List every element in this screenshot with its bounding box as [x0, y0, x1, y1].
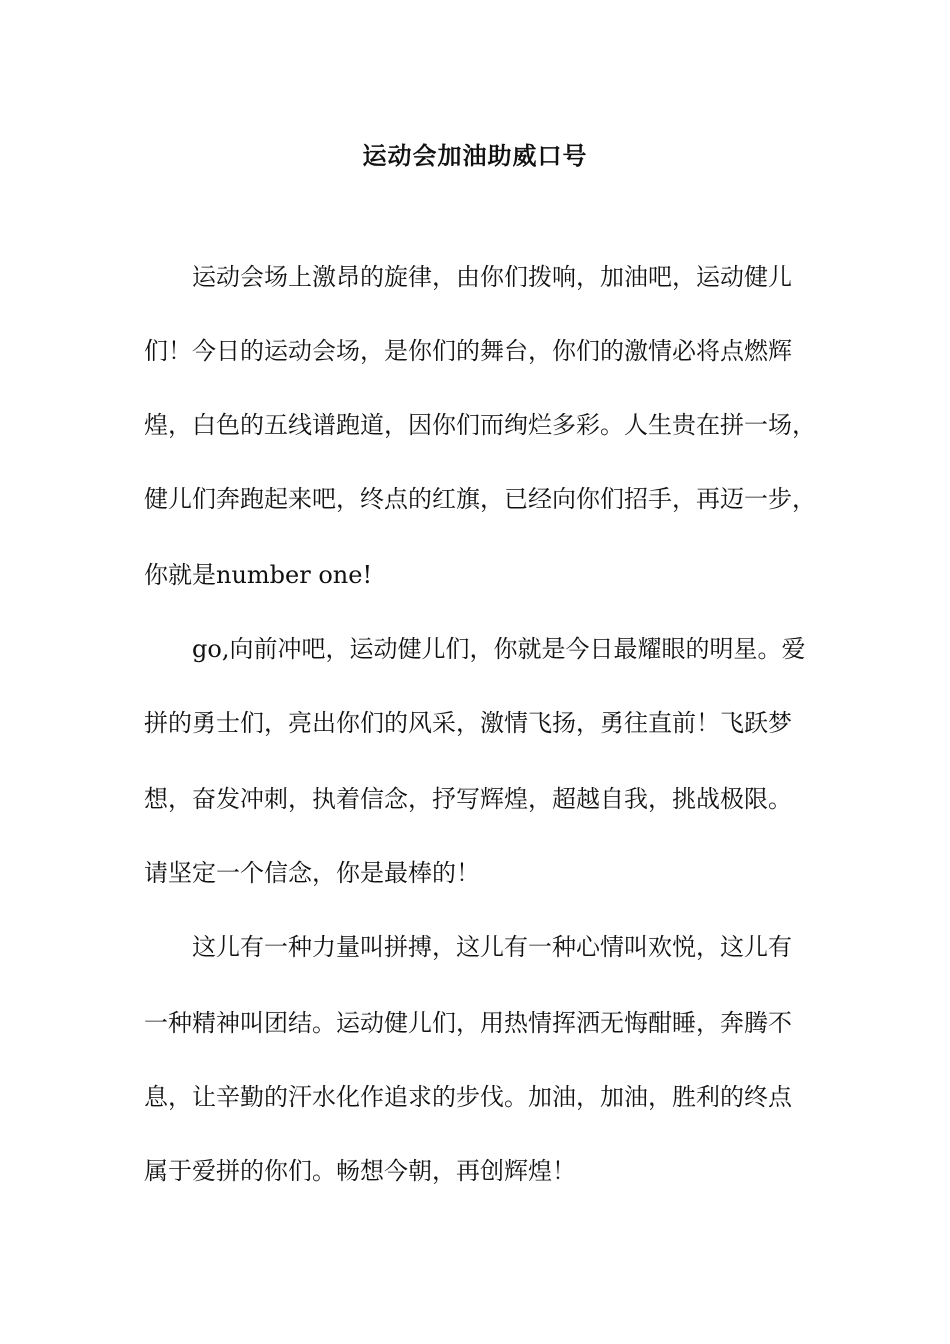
document-title: 运动会加油助威口号 [362, 141, 588, 170]
paragraph-3-line-2: 一种精神叫团结。运动健儿们，用热情挥洒无悔酣睡，奔腾不 [144, 1009, 792, 1037]
paragraph-1-line-3: 煌，白色的五线谱跑道，因你们而绚烂多彩。人生贵在拼一场， [144, 411, 816, 439]
paragraph-2-line-2: 拼的勇士们，亮出你们的风采，激情飞扬，勇往直前！飞跃梦 [144, 709, 792, 737]
paragraph-2-line-1: go,向前冲吧，运动健儿们，你就是今日最耀眼的明星。爱 [192, 635, 806, 663]
paragraph-1-line-2: 们！今日的运动会场，是你们的舞台，你们的激情必将点燃辉 [144, 337, 792, 365]
paragraph-2-line-3: 想，奋发冲刺，执着信念，抒写辉煌，超越自我，挑战极限。 [144, 785, 792, 813]
paragraph-3-line-3: 息，让辛勤的汗水化作追求的步伐。加油，加油，胜利的终点 [144, 1083, 792, 1111]
paragraph-1-line-5: 你就是number one! [144, 561, 373, 589]
paragraph-2-line-4: 请坚定一个信念，你是最棒的！ [144, 859, 480, 887]
paragraph-1-line-4: 健儿们奔跑起来吧，终点的红旗，已经向你们招手，再迈一步， [144, 485, 816, 513]
paragraph-1-line-1: 运动会场上激昂的旋律，由你们拨响，加油吧，运动健儿 [192, 263, 792, 291]
paragraph-3-line-1: 这儿有一种力量叫拼搏，这儿有一种心情叫欢悦，这儿有 [192, 933, 792, 961]
paragraph-3-line-4: 属于爱拼的你们。畅想今朝，再创辉煌！ [144, 1157, 576, 1185]
